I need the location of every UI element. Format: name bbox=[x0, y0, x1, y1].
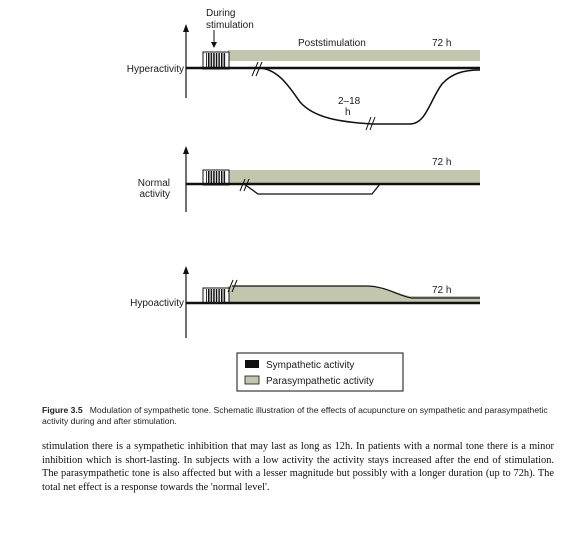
y-axis-arrow-icon bbox=[183, 24, 189, 32]
during-label-2: stimulation bbox=[206, 20, 254, 31]
panel-hypo-time-label: 72 h bbox=[432, 285, 452, 296]
panel-normal-label-2: activity bbox=[139, 189, 170, 200]
body-paragraph: stimulation there is a sympathetic inhibition that may last as long as 12h. In patients with a normal tone there is a minor inhibition which is short-lasting. In subjects with a low activity the activity stays increased after the end of stimulation. The parasympathetic tone is also affected but with a lesser magnitude but possibly with a longer duration (up to 72h). The total net effect is a response towards the 'normal level'. bbox=[42, 441, 554, 493]
parasympathetic-band bbox=[228, 50, 480, 61]
legend bbox=[237, 353, 403, 391]
stimulation-arrow-icon bbox=[211, 42, 217, 48]
panel-normal bbox=[138, 146, 480, 212]
parasympathetic-band bbox=[228, 170, 480, 183]
panel-hypo-label: Hypoactivity bbox=[130, 298, 184, 309]
panel-hyper-time-label: 72 h bbox=[432, 38, 452, 49]
y-axis-arrow-icon bbox=[183, 266, 189, 274]
during-label-1: During bbox=[206, 8, 236, 19]
legend-swatch-sympathetic bbox=[245, 360, 259, 368]
caption-text: Modulation of sympathetic tone. Schematic illustration of the effects of acupuncture on sympathetic and parasympathetic activity during and after stimulation. bbox=[42, 405, 548, 426]
sympathetic-curve bbox=[244, 184, 380, 194]
panel-normal-time-label: 72 h bbox=[432, 157, 452, 168]
sympathetic-curve bbox=[258, 68, 480, 124]
duration-label-2: h bbox=[345, 107, 351, 118]
legend-label-sympathetic: Sympathetic activity bbox=[266, 360, 355, 371]
legend-label-parasympathetic: Parasympathetic activity bbox=[266, 376, 374, 387]
panel-hypo bbox=[130, 266, 480, 338]
figure-caption bbox=[42, 405, 552, 427]
duration-label-1: 2–18 bbox=[338, 96, 361, 107]
panel-hyper-label: Hyperactivity bbox=[126, 64, 184, 75]
y-axis-arrow-icon bbox=[183, 146, 189, 154]
figure-number: Figure 3.5 bbox=[42, 405, 83, 415]
panel-normal-label-1: Normal bbox=[137, 178, 170, 189]
panel-hyperactivity bbox=[127, 8, 480, 130]
legend-swatch-parasympathetic bbox=[245, 376, 259, 384]
poststimulation-label: Poststimulation bbox=[298, 38, 366, 49]
